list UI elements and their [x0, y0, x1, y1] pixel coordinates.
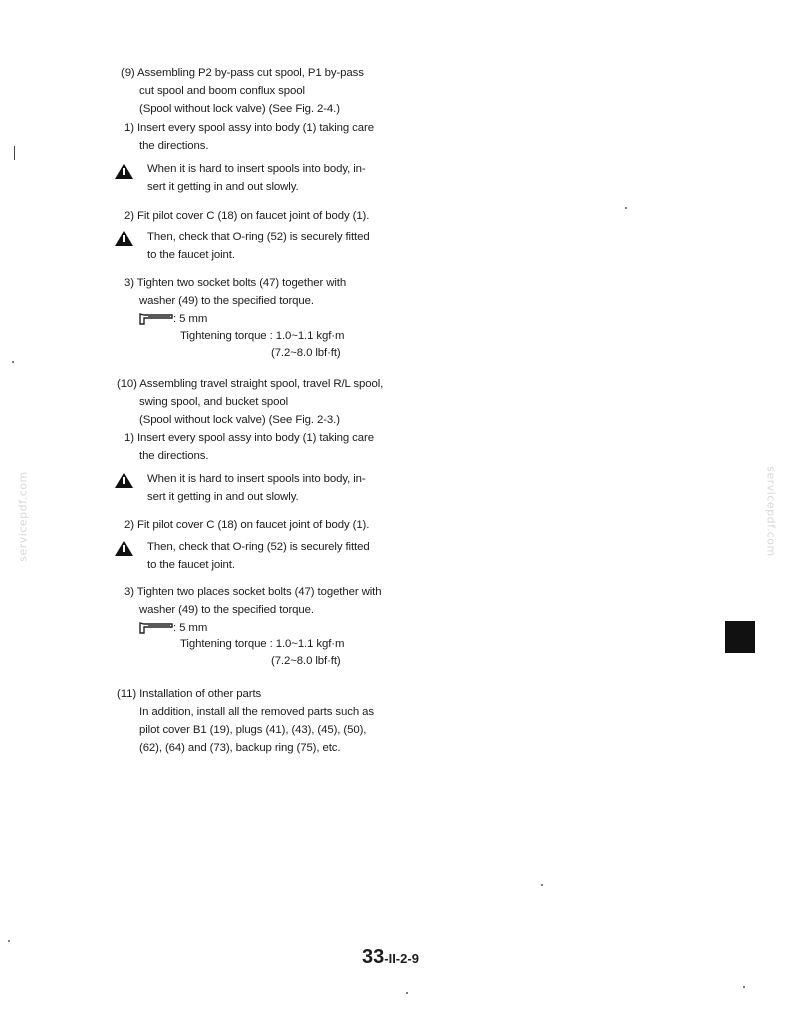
- watermark-right: servicepdf.com: [764, 466, 778, 557]
- section9-warning1-line2: sert it getting in and out slowly.: [147, 181, 299, 193]
- scan-speck: [743, 986, 745, 988]
- warning-triangle-icon: [115, 164, 133, 179]
- section10-step1-line1: 1) Insert every spool assy into body (1) taking care: [124, 432, 374, 444]
- hex-wrench-icon: [138, 312, 174, 326]
- section-index-tab: [725, 621, 755, 653]
- warning-triangle-icon: [115, 473, 133, 488]
- page-number-main: 33: [362, 946, 385, 968]
- section10-tool-size: : 5 mm: [173, 622, 208, 634]
- section10-warning1-line1: When it is hard to insert spools into body, in-: [147, 473, 366, 485]
- page-number-sub: -II-2-9: [384, 951, 419, 966]
- hex-wrench-icon: [138, 621, 174, 635]
- section9-heading-line3: (Spool without lock valve) (See Fig. 2-4.): [139, 103, 340, 115]
- section9-tool-size: : 5 mm: [173, 313, 208, 325]
- section10-heading-line3: (Spool without lock valve) (See Fig. 2-3.): [139, 414, 340, 426]
- section11-body-line1: In addition, install all the removed parts such as: [139, 706, 374, 718]
- section11-heading: (11) Installation of other parts: [117, 688, 262, 700]
- section9-step3-line2: washer (49) to the specified torque.: [139, 295, 314, 307]
- watermark-left: servicepdf.com: [16, 471, 30, 562]
- section11-body-line3: (62), (64) and (73), backup ring (75), etc.: [139, 742, 341, 754]
- section10-warning1-line2: sert it getting in and out slowly.: [147, 491, 299, 503]
- section10-step1-line2: the directions.: [139, 450, 209, 462]
- section9-warning2-line2: to the faucet joint.: [147, 249, 235, 261]
- warning-triangle-icon: [115, 231, 133, 246]
- section9-step2: 2) Fit pilot cover C (18) on faucet joint of body (1).: [124, 210, 370, 222]
- section9-step3-line1: 3) Tighten two socket bolts (47) together with: [124, 277, 347, 289]
- scan-speck: [541, 884, 543, 886]
- warning-triangle-icon: [115, 541, 133, 556]
- section10-heading-line2: swing spool, and bucket spool: [139, 396, 289, 408]
- scan-speck: [8, 940, 10, 942]
- section10-heading-line1: (10) Assembling travel straight spool, travel R/L spool,: [117, 378, 384, 390]
- section11-body-line2: pilot cover B1 (19), plugs (41), (43), (45), (50),: [139, 724, 367, 736]
- section10-torque: Tightening torque : 1.0~1.1 kgf·m: [180, 638, 345, 650]
- section9-warning1-line1: When it is hard to insert spools into body, in-: [147, 163, 366, 175]
- section10-torque-imperial: (7.2~8.0 lbf·ft): [271, 655, 341, 667]
- scan-speck: [406, 992, 408, 994]
- scan-speck: [12, 361, 14, 363]
- scan-speck: [625, 207, 627, 209]
- section9-torque: Tightening torque : 1.0~1.1 kgf·m: [180, 330, 345, 342]
- section10-step2: 2) Fit pilot cover C (18) on faucet joint of body (1).: [124, 519, 370, 531]
- section10-step3-line2: washer (49) to the specified torque.: [139, 604, 314, 616]
- section9-step1-line2: the directions.: [139, 140, 209, 152]
- section9-torque-imperial: (7.2~8.0 lbf·ft): [271, 347, 341, 359]
- scan-mark: [14, 146, 15, 160]
- section10-warning2-line1: Then, check that O-ring (52) is securely fitted: [147, 541, 370, 553]
- section9-heading-line1: (9) Assembling P2 by-pass cut spool, P1 by-pass: [121, 67, 364, 79]
- section9-warning2-line1: Then, check that O-ring (52) is securely fitted: [147, 231, 370, 243]
- section9-step1-line1: 1) Insert every spool assy into body (1) taking care: [124, 122, 374, 134]
- section9-heading-line2: cut spool and boom conflux spool: [139, 85, 305, 97]
- section10-step3-line1: 3) Tighten two places socket bolts (47) together with: [124, 586, 382, 598]
- section10-warning2-line2: to the faucet joint.: [147, 559, 235, 571]
- page-number: [362, 946, 419, 969]
